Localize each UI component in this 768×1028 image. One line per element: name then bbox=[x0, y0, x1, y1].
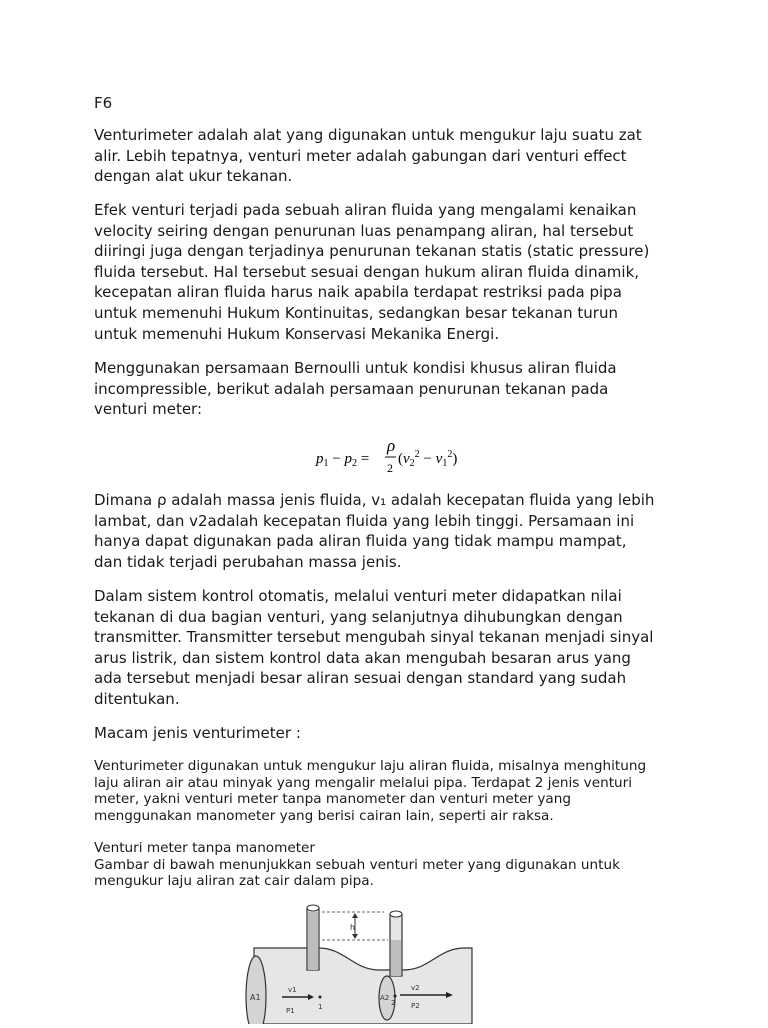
equation-rho: ρ bbox=[387, 436, 396, 455]
paragraph-intro bbox=[94, 125, 642, 187]
height-arrow-head-up bbox=[352, 913, 358, 918]
text-line: ditentukan. bbox=[94, 689, 180, 708]
venturi-meter-diagram bbox=[244, 900, 474, 1024]
height-label: h bbox=[350, 923, 356, 932]
text-line: Menggunakan persamaan Bernoulli untuk kondisi khusus aliran fluida bbox=[94, 359, 617, 377]
equation-lhs: $p_1 - p_2$ = bbox=[316, 451, 370, 469]
paragraph-without-manometer bbox=[94, 840, 620, 890]
pipe-inlet bbox=[246, 956, 266, 1024]
text-line: meter, yakni venturi meter tanpa manometer dan venturi meter yang bbox=[94, 791, 572, 808]
text-line: menggunakan manometer yang berisi cairan lain, seperti air raksa. bbox=[94, 807, 554, 824]
heading-text: F6 bbox=[94, 94, 113, 112]
point-2-label: 2 bbox=[391, 999, 396, 1007]
velocity-1-label: v1 bbox=[288, 986, 297, 994]
text-line: Macam jenis venturimeter : bbox=[94, 724, 301, 742]
paragraph-types-heading bbox=[94, 723, 301, 744]
paragraph-variables bbox=[94, 490, 654, 572]
text-line: dengan alat ukur tekanan. bbox=[94, 167, 293, 186]
tube-2-top bbox=[390, 911, 402, 917]
liquid-column-2 bbox=[391, 940, 401, 976]
text-line: hanya dapat digunakan pada aliran fluida yang tidak mampu mampat, bbox=[94, 532, 627, 551]
text-line: Venturi meter tanpa manometer bbox=[94, 840, 316, 856]
area-2-label: A2 bbox=[380, 994, 390, 1002]
point-1-label: 1 bbox=[318, 1003, 323, 1011]
text-line: incompressible, berikut adalah persamaan penurunan tekanan pada bbox=[94, 379, 609, 398]
text-line: venturi meter: bbox=[94, 400, 203, 419]
text-line: Venturimeter digunakan untuk mengukur laju aliran fluida, misalnya menghitung bbox=[94, 758, 647, 774]
tube-1-top bbox=[307, 905, 319, 911]
area-1-label: A1 bbox=[250, 993, 261, 1002]
equation-denominator: 2 bbox=[387, 461, 393, 475]
text-line: mengukur laju aliran zat cair dalam pipa. bbox=[94, 873, 374, 890]
text-line: Efek venturi terjadi pada sebuah aliran fluida yang mengalami kenaikan bbox=[94, 201, 637, 219]
text-line: Gambar di bawah menunjukkan sebuah venturi meter yang digunakan untuk bbox=[94, 856, 620, 873]
pressure-1-label: P1 bbox=[286, 1007, 295, 1015]
equation-rhs: $(v_2^2 - v_1^2)$ bbox=[398, 449, 458, 469]
pressure-2-label: P2 bbox=[411, 1002, 420, 1010]
bernoulli-equation bbox=[316, 435, 466, 475]
text-line: ada tersebut menjadi besar aliran sesuai dengan standard yang sudah bbox=[94, 669, 627, 688]
equation-graphic bbox=[316, 435, 466, 475]
paragraph-control-system bbox=[94, 586, 653, 710]
text-line: untuk memenuhi Hukum Kontinuitas, sedangkan besar tekanan turun bbox=[94, 303, 618, 322]
paragraph-venturimeter-types bbox=[94, 758, 646, 824]
text-line: dan tidak terjadi perubahan massa jenis. bbox=[94, 552, 402, 571]
text-line: diiringi juga dengan terjadinya penurunan tekanan statis (static pressure) bbox=[94, 242, 650, 261]
text-line: arus listrik, dan sistem kontrol data akan mengubah besaran arus yang bbox=[94, 648, 631, 667]
text-line: laju aliran air atau minyak yang mengalir melalui pipa. Terdapat 2 jenis venturi bbox=[94, 774, 633, 791]
page-heading bbox=[94, 93, 112, 114]
liquid-column-1 bbox=[308, 912, 318, 970]
text-line: Dalam sistem kontrol otomatis, melalui venturi meter didapatkan nilai bbox=[94, 587, 622, 605]
height-arrow-head-down bbox=[352, 934, 358, 939]
venturi-diagram-graphic bbox=[244, 900, 474, 1024]
text-line: alir. Lebih tepatnya, venturi meter adalah gabungan dari venturi effect bbox=[94, 146, 627, 165]
text-line: velocity seiring dengan penurunan luas penampang aliran, hal tersebut bbox=[94, 221, 634, 240]
text-line: transmitter. Transmitter tersebut mengubah sinyal tekanan menjadi sinyal bbox=[94, 628, 654, 647]
point-2 bbox=[394, 995, 397, 998]
text-line: kecepatan aliran fluida harus naik apabila terdapat restriksi pada pipa bbox=[94, 283, 622, 302]
text-line: tekanan di dua bagian venturi, yang selanjutnya dihubungkan dengan bbox=[94, 607, 623, 626]
text-line: Venturimeter adalah alat yang digunakan untuk mengukur laju suatu zat bbox=[94, 126, 642, 144]
paragraph-bernoulli bbox=[94, 358, 617, 420]
paragraph-venturi-effect bbox=[94, 200, 649, 344]
point-1 bbox=[319, 996, 322, 999]
text-line: Dimana ρ adalah massa jenis fluida, v₁ adalah kecepatan fluida yang lebih bbox=[94, 491, 655, 509]
text-line: untuk memenuhi Hukum Konservasi Mekanika Energi. bbox=[94, 324, 500, 343]
text-line: fluida tersebut. Hal tersebut sesuai dengan hukum aliran fluida dinamik, bbox=[94, 262, 640, 281]
text-line: lambat, dan v2adalah kecepatan fluida yang lebih tinggi. Persamaan ini bbox=[94, 511, 635, 530]
velocity-2-label: v2 bbox=[411, 984, 420, 992]
